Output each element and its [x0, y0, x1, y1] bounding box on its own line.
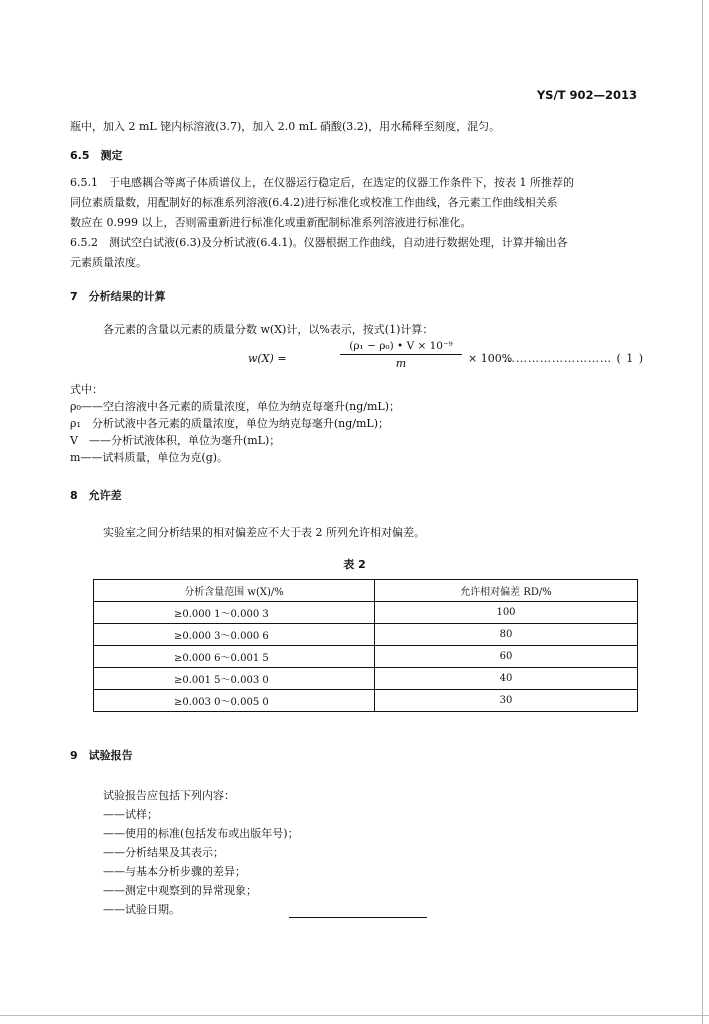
definition-rho1: ρ₁ 分析试液中各元素的质量浓度，单位为纳克每毫升(ng/mL)； — [70, 417, 390, 430]
section-7-intro: 各元素的含量以元素的质量分数 w(X)计，以%表示，按式(1)计算： — [103, 323, 434, 336]
formula-fraction — [340, 340, 462, 370]
page-edge-bottom — [0, 1015, 709, 1016]
page-edge-right — [702, 0, 703, 1024]
table-2-title: 表 2 — [343, 558, 366, 571]
top-paragraph: 瓶中，加入 2 mL 铑内标溶液(3.7)，加入 2.0 mL 硝酸(3.2)，用水稀释至刻度，混匀。 — [70, 120, 501, 133]
table-row — [94, 624, 638, 646]
para-6-5-1-line-3: 数应在 0.999 以上，否则需重新进行标准化或重新配制标准系列溶液进行标准化。 — [70, 216, 472, 229]
section-7-heading: 7 分析结果的计算 — [70, 290, 166, 303]
table-row — [94, 690, 638, 712]
report-item: ——使用的标准(包括发布或出版年号)； — [103, 827, 299, 840]
end-rule — [289, 917, 427, 918]
section-8-text: 实验室之间分析结果的相对偏差应不大于表 2 所列允许相对偏差。 — [103, 526, 425, 539]
report-item: ——分析结果及其表示； — [103, 846, 224, 859]
table-row — [94, 602, 638, 624]
para-6-5-2-line-1: 6.5.2 测试空白试液(6.3)及分析试液(6.4.1)。仪器根据工作曲线，自动进行数据处理，计算并输出各 — [70, 236, 568, 249]
formula-numerator: (ρ₁ − ρ₀) • V × 10⁻⁹ — [340, 340, 462, 355]
table-cell-rd: 100 — [375, 602, 638, 624]
definition-v: V ——分析试液体积，单位为毫升(mL)； — [70, 434, 281, 447]
formula-lhs: w(X) = — [248, 352, 287, 365]
table-header-rd: 允许相对偏差 RD/% — [375, 580, 638, 602]
where-label: 式中： — [70, 383, 103, 396]
formula-tail: × 100% — [468, 352, 513, 365]
table-row — [94, 668, 638, 690]
report-item: ——测定中观察到的异常现象； — [103, 884, 257, 897]
para-6-5-1-line-1: 6.5.1 于电感耦合等离子体质谱仪上，在仪器运行稳定后，在选定的仪器工作条件下，按表 1 所推荐的 — [70, 176, 574, 189]
table-row — [94, 646, 638, 668]
report-item: ——与基本分析步骤的差异； — [103, 865, 246, 878]
para-6-5-1-line-2: 同位素质量数，用配制好的标准系列溶液(6.4.2)进行标准化或校准工作曲线，各元素工作曲线相关系 — [70, 196, 558, 209]
tolerance-table — [93, 579, 638, 712]
formula-equation-number: ……………………… ( 1 ) — [504, 352, 645, 365]
report-item: ——试验日期。 — [103, 903, 180, 916]
table-header-row — [94, 580, 638, 602]
table-cell-rd: 80 — [375, 624, 638, 646]
formula-denominator: m — [395, 357, 407, 370]
table-cell-range: ≥0.003 0～0.005 0 — [94, 690, 375, 712]
section-8-heading: 8 允许差 — [70, 489, 122, 502]
table-cell-range: ≥0.000 3～0.000 6 — [94, 624, 375, 646]
table-header-range: 分析含量范围 w(X)/% — [94, 580, 375, 602]
standard-id: YS/T 902—2013 — [536, 88, 637, 102]
table-cell-rd: 30 — [375, 690, 638, 712]
table-cell-range: ≥0.000 6～0.001 5 — [94, 646, 375, 668]
definition-m: m——试料质量，单位为克(g)。 — [70, 451, 229, 464]
section-9-heading: 9 试验报告 — [70, 749, 133, 762]
section-9-intro: 试验报告应包括下列内容： — [103, 789, 235, 802]
definition-rho0: ρ₀——空白溶液中各元素的质量浓度，单位为纳克每毫升(ng/mL)； — [70, 400, 401, 413]
report-item: ——试样； — [103, 808, 158, 821]
para-6-5-2-line-2: 元素质量浓度。 — [70, 256, 147, 269]
section-6-5-heading: 6.5 测定 — [70, 149, 123, 162]
table-cell-rd: 60 — [375, 646, 638, 668]
table-cell-range: ≥0.001 5～0.003 0 — [94, 668, 375, 690]
table-cell-range: ≥0.000 1～0.000 3 — [94, 602, 375, 624]
table-cell-rd: 40 — [375, 668, 638, 690]
formula-1 — [70, 340, 645, 380]
